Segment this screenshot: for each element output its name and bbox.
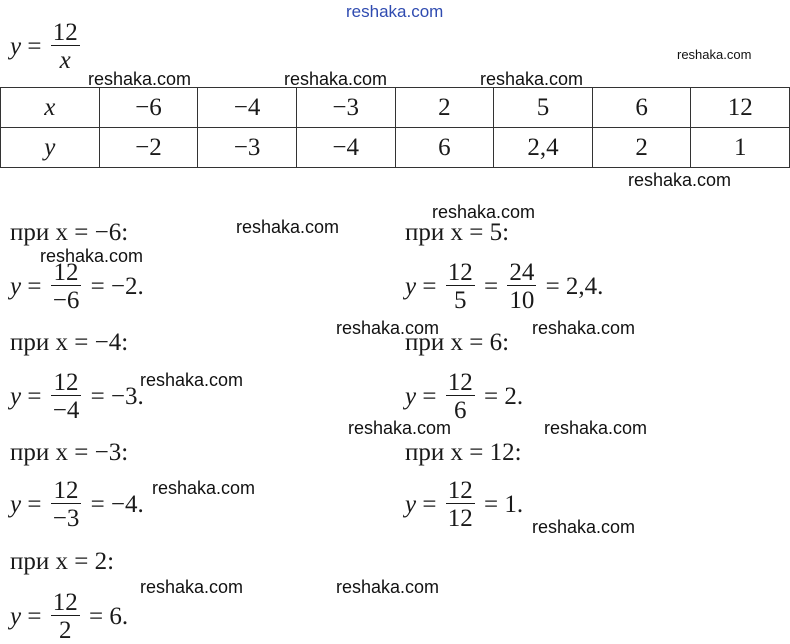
watermark: reshaka.com <box>348 418 452 438</box>
watermark: reshaka.com <box>532 517 636 537</box>
values-table <box>0 87 790 168</box>
step-condition: при x = 2: <box>10 548 115 575</box>
table-cell: −4 <box>198 88 297 128</box>
fraction-numerator: 12 <box>53 369 79 396</box>
step-equation: y = $\frac{12}{5}$ = $\frac{24}{10}$ = 2,4. <box>405 259 604 314</box>
table-cell: 2,4 <box>494 128 593 168</box>
equation-result: = 1. <box>483 491 524 518</box>
fraction-numerator: 12 <box>53 477 79 504</box>
watermark-top: reshaka.com <box>346 2 444 21</box>
step-equation: y = $\frac{12}{-6}$ = −2. <box>10 259 144 314</box>
table-cell: −3 <box>198 128 297 168</box>
fraction-denominator: −3 <box>52 505 80 532</box>
step-condition: при x = −3: <box>10 439 129 466</box>
step-equation: y = $\frac{12}{-4}$ = −3. <box>10 369 144 424</box>
equation-result: = 2,4. <box>545 273 604 300</box>
equation-result: = −4. <box>90 491 144 518</box>
fraction-numerator: 12 <box>447 369 473 396</box>
formula-numerator: 12 <box>52 19 78 46</box>
step-equation: y = $\frac{12}{6}$ = 2. <box>405 369 524 424</box>
table-row-x <box>1 88 790 128</box>
fraction-numerator: 24 <box>509 259 535 286</box>
table-cell: −6 <box>99 88 198 128</box>
watermark: reshaka.com <box>152 478 256 498</box>
table-header-y: y <box>1 128 100 168</box>
equation-result: = 6. <box>88 603 129 630</box>
fraction-numerator: 12 <box>447 477 473 504</box>
fraction-denominator: 6 <box>446 395 475 423</box>
table-header-x: x <box>1 88 100 128</box>
step-condition: при x = 5: <box>405 219 510 246</box>
fraction-denominator: −4 <box>52 397 80 424</box>
table-cell: −2 <box>99 128 198 168</box>
table-cell: 12 <box>691 88 790 128</box>
watermark: reshaka.com <box>432 202 536 222</box>
table-cell: 2 <box>395 88 494 128</box>
fraction-denominator: −6 <box>52 287 80 314</box>
equation-lhs: y <box>405 383 417 410</box>
formula-denominator: x <box>51 45 80 73</box>
equation-fraction-2 <box>507 260 536 313</box>
equation-fraction <box>51 590 80 643</box>
equation-lhs: y <box>10 383 22 410</box>
watermark: reshaka.com <box>628 170 732 190</box>
equation-lhs: y <box>405 491 417 518</box>
equation-fraction <box>446 370 475 423</box>
table-row-y <box>1 128 790 168</box>
equation-lhs: y <box>405 273 417 300</box>
fraction-denominator: 10 <box>509 287 535 314</box>
table-cell: 5 <box>494 88 593 128</box>
step-condition: при x = −6: <box>10 219 129 246</box>
watermark: reshaka.com <box>140 577 244 597</box>
formula-eq: = <box>27 33 42 60</box>
watermark: reshaka.com <box>336 577 440 597</box>
equation-fraction <box>51 370 82 423</box>
fraction-denominator: 2 <box>51 615 80 643</box>
formula-lhs: y <box>10 33 22 60</box>
watermark: reshaka.com <box>284 69 388 89</box>
step-equation: y = $\frac{12}{12}$ = 1. <box>405 477 524 532</box>
equation-fraction <box>51 260 82 313</box>
step-equation: y = $\frac{12}{-3}$ = −4. <box>10 477 144 532</box>
function-formula <box>10 20 83 73</box>
table-cell: 2 <box>592 128 691 168</box>
table-cell: 1 <box>691 128 790 168</box>
fraction-denominator: 12 <box>447 505 473 532</box>
equation-lhs: y <box>10 603 22 630</box>
equation-result: = 2. <box>483 383 524 410</box>
watermark: reshaka.com <box>88 69 192 89</box>
equation-lhs: y <box>10 273 22 300</box>
watermark: reshaka.com <box>544 418 648 438</box>
table-cell: −3 <box>296 88 395 128</box>
formula-fraction <box>51 20 80 73</box>
table-cell: −4 <box>296 128 395 168</box>
watermark: reshaka.com <box>677 47 752 62</box>
watermark: reshaka.com <box>532 318 636 338</box>
equation-result: = −3. <box>90 383 144 410</box>
watermark: reshaka.com <box>480 69 584 89</box>
fraction-numerator: 12 <box>53 259 79 286</box>
watermark: reshaka.com <box>236 217 340 237</box>
equation-fraction <box>446 260 475 313</box>
watermark: reshaka.com <box>336 318 440 338</box>
table-cell: 6 <box>395 128 494 168</box>
fraction-numerator: 12 <box>447 259 473 286</box>
equation-fraction <box>51 478 82 531</box>
watermark: reshaka.com <box>40 246 144 266</box>
step-condition: при x = 6: <box>405 329 510 356</box>
fraction-denominator: 5 <box>446 285 475 313</box>
step-equation: y = $\frac{12}{2}$ = 6. <box>10 589 129 644</box>
fraction-numerator: 12 <box>52 589 78 616</box>
equation-result: = −2. <box>90 273 144 300</box>
step-condition: при x = 12: <box>405 439 522 466</box>
table-cell: 6 <box>592 88 691 128</box>
equation-fraction <box>446 478 475 531</box>
equation-lhs: y <box>10 491 22 518</box>
step-condition: при x = −4: <box>10 329 129 356</box>
watermark: reshaka.com <box>140 370 244 390</box>
